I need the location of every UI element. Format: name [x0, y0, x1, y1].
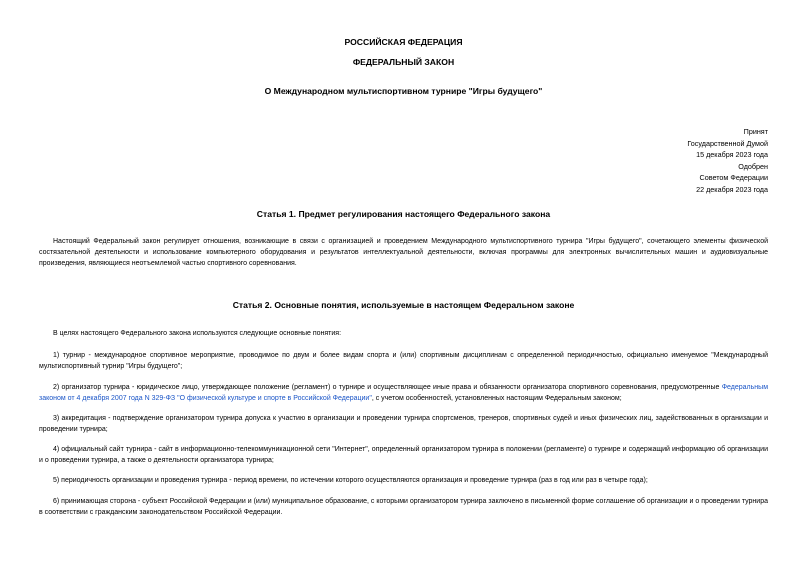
accepted-label: Принят: [743, 127, 768, 136]
definition-item-4: 4) официальный сайт турнира - сайт в информационно-телекоммуникационной сети "Интернет", определенный организатором турнира в положении (регламенте) о турнире и содержащий информацию об организации и о проведении турнира, а также о деятельности организатора турнира;: [39, 446, 768, 464]
article-1-heading: Статья 1. Предмет регулирования настоящего Федерального закона: [256, 209, 551, 219]
federal-law-link[interactable]: Федеральным законом от 4 декабря 2007 года N 329-ФЗ "О физической культуре и спорте в Российской Федерации": [39, 384, 768, 402]
definition-item-6: 6) принимающая сторона - субъект Российской Федерации и (или) муниципальное образование, с которыми организатором турнира заключено в письменной форме соглашение об организации и о проведении турнира в соответствии с гражданским законодательством Российской Федерации.: [39, 498, 768, 516]
accepted-by: Государственной Думой: [687, 138, 768, 148]
approved-by: Советом Федерации: [699, 173, 768, 182]
acceptance-block: [687, 126, 768, 195]
article-2-heading: Статья 2. Основные понятия, используемые в настоящем Федеральном законе: [232, 300, 575, 310]
approved-label: Одобрен: [738, 161, 768, 171]
country-heading: РОССИЙСКАЯ ФЕДЕРАЦИЯ: [344, 37, 463, 47]
definition-item-1: 1) турнир - международное спортивное мероприятие, проводимое по двум и более видам спорта и (или) спортивным дисциплинам с определенной периодичностью, официально именуемое "Международный мультиспортивный турнир "Игры будущего";: [39, 352, 768, 370]
article-1-text: Настоящий Федеральный закон регулирует отношения, возникающие в связи с организацией и проведением Международного мультиспортивного турнира "Игры будущего", сочетающего элементы физической состязательной деятельности и использование компьютерного оборудования и результатов интеллектуальной деятельности, включая программы для электронных вычислительных машин и аудиовизуальные произведения, являющиеся неотъемлемой частью спортивного соревнования.: [39, 238, 768, 267]
law-title: О Международном мультиспортивном турнире "Игры будущего": [264, 86, 543, 96]
article-2-intro: В целях настоящего Федерального закона используются следующие основные понятия:: [53, 330, 342, 337]
item-2-text-start: 2) организатор турнира - юридическое лицо, утверждающее положение (регламент) о турнире и осуществляющее иные права и обязанности организатора спортивного соревнования, предусмотренные: [53, 384, 722, 391]
doc-type-heading: ФЕДЕРАЛЬНЫЙ ЗАКОН: [352, 57, 455, 67]
accepted-date: 15 декабря 2023 года: [696, 150, 768, 159]
approved-date: 22 декабря 2023 года: [696, 184, 768, 194]
item-2-text-end: , с учетом особенностей, установленных настоящим Федеральным законом;: [371, 395, 622, 402]
definition-item-5: 5) периодичность организации и проведения турнира - период времени, по истечении которого осуществляются организация и проведение турнира (раз в год или раз в четыре года);: [53, 477, 648, 484]
definition-item-3: 3) аккредитация - подтверждение организатором турнира допуска к участию в организации и проведении турнира спортсменов, тренеров, спортивных судей и иных физических лиц, задействованных в организации и проведении турнира;: [39, 415, 768, 433]
definition-item-2: [39, 382, 768, 404]
